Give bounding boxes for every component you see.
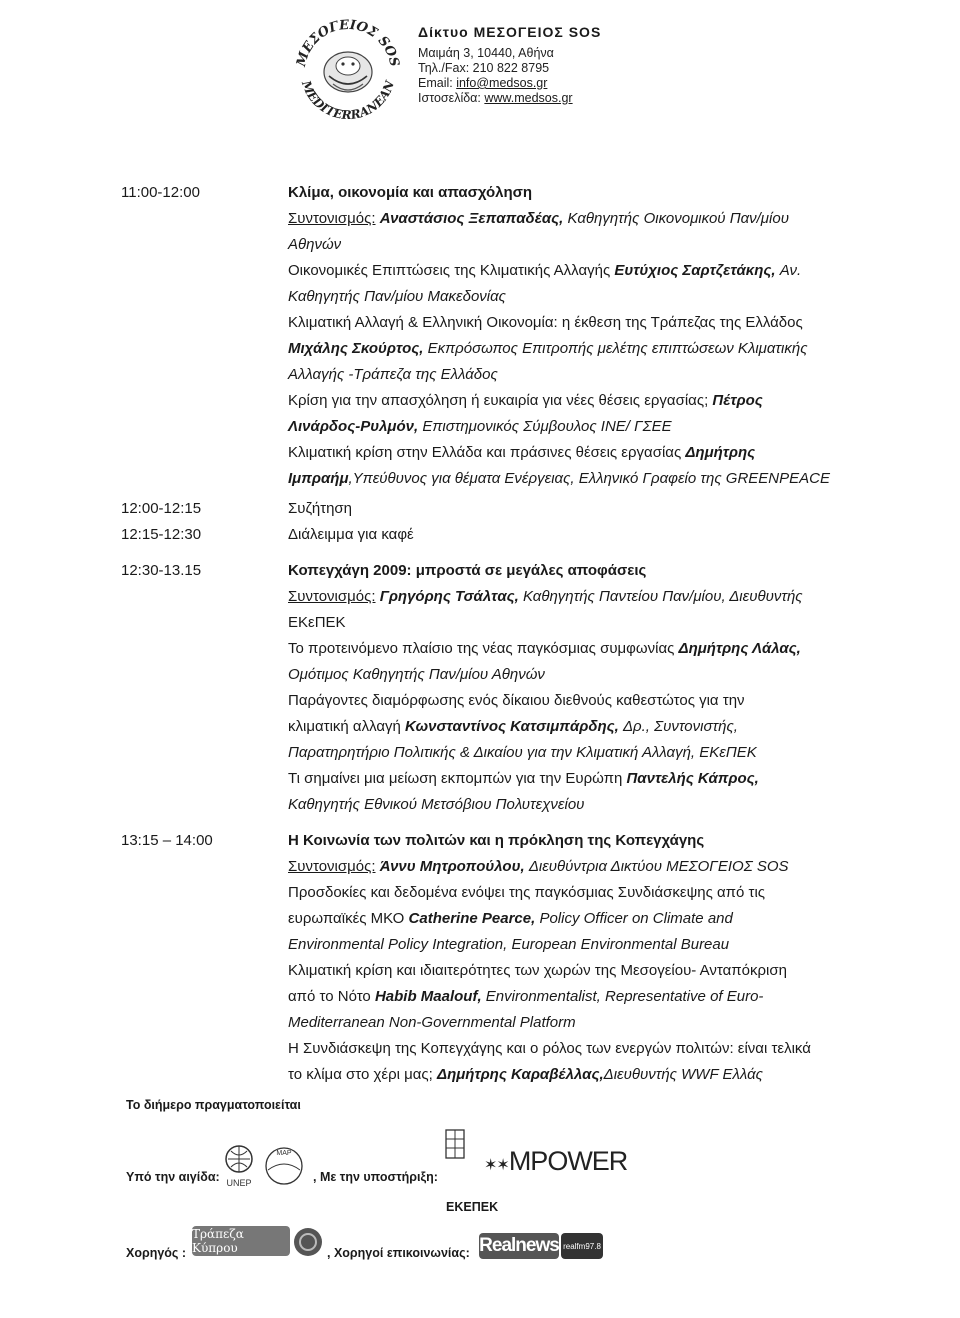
talk-title: κλιματική αλλαγή (288, 718, 401, 735)
email-link[interactable]: info@medsos.gr (456, 76, 548, 90)
organized-label: Το διήμερο πραγματοποιείται (126, 1098, 301, 1112)
website-link[interactable]: www.medsos.gr (484, 91, 573, 105)
coord-role-cont: ΕΚεΠΕΚ (288, 614, 346, 631)
session-1-time: 11:00-12:00 (121, 184, 200, 201)
session-3-time: 12:15-12:30 (121, 526, 202, 543)
speaker-role-cont: Καθηγητής Παν/μίου Μακεδονίας (288, 288, 506, 305)
address: Μαιμάη 3, 10440, Αθήνα (418, 46, 554, 60)
mpower-text: MPOWER (508, 1146, 628, 1176)
coord-name: Αναστάσιος Ξεπαπαδέας, (379, 210, 564, 227)
talk-1-4 (288, 444, 755, 461)
ekepek-crest-icon (444, 1128, 466, 1162)
coord-label: Συντονισμός: (288, 858, 376, 875)
session-4-time: 12:30-13.15 (121, 562, 202, 579)
bank-emblem-icon (292, 1226, 324, 1258)
mpower-logo (484, 1146, 627, 1177)
email-line (418, 76, 547, 90)
talk-5-3: Η Συνδιάσκεψη της Κοπεγχάγης και ο ρόλος των ενεργών πολιτών: είναι τελικά (288, 1040, 811, 1057)
talk-4-3 (288, 770, 759, 787)
speaker-role: Policy Officer on Climate and (539, 910, 733, 927)
speaker-role: Αν. (779, 262, 802, 279)
session-2-time: 12:00-12:15 (121, 500, 202, 517)
support-label: , Με την υποστήριξη: (313, 1170, 438, 1184)
media-sponsors-label: , Χορηγοί επικοινωνίας: (327, 1246, 470, 1260)
speaker-name: Δημήτρης Λάλας, (678, 640, 801, 657)
talk-title: Κρίση για την απασχόληση ή ευκαιρία για νέες θέσεις εργασίας; (288, 392, 709, 409)
talk-4-2-speaker (288, 718, 738, 735)
speaker-role: Εκπρόσωπος Επιτροπής μελέτης επιπτώσεων Κλιματικής (427, 340, 808, 357)
speaker-role: ,Υπεύθυνος για θέματα Ενέργειας, Ελληνικό Γραφείο της GREENPEACE (348, 470, 830, 487)
website-line (418, 91, 573, 105)
email-label: Email: (418, 76, 457, 90)
speaker-role-cont: Αλλαγής -Τράπεζα της Ελλάδος (288, 366, 498, 383)
coord-role: Διευθύντρια Δικτύου ΜΕΣΟΓΕΙΟΣ SOS (528, 858, 789, 875)
coord-name: Άννυ Μητροπούλου, (379, 858, 525, 875)
speaker-role: Environmentalist, Representative of Euro- (485, 988, 764, 1005)
talk-title: Το προτεινόμενο πλαίσιο της νέας παγκόσμιας συμφωνίας (288, 640, 675, 657)
speaker-name: Δημήτρης (685, 444, 756, 461)
org-name: Δίκτυο ΜΕΣΟΓΕΙΟΣ SOS (418, 24, 602, 40)
speaker-name: Catherine Pearce, (408, 910, 536, 927)
talk-5-1-speaker (288, 910, 733, 927)
session-4-title: Κοπεγχάγη 2009: μπροστά σε μεγάλες αποφάσεις (288, 562, 647, 579)
speaker-role: Δρ., Συντονιστής, (622, 718, 738, 735)
session-3-title: Διάλειμμα για καφέ (288, 526, 414, 543)
talk-5-2: Κλιματική κρίση και ιδιαιτερότητες των χωρών της Μεσογείου- Ανταπόκριση (288, 962, 787, 979)
talk-1-4-speaker (288, 470, 830, 487)
logo-text-top: ΜΕΣΟΓΕΙΟΣ SOS (294, 17, 402, 69)
speaker-role-cont: Παρατηρητήριο Πολιτικής & Δικαίου για την Κλιματική Αλλαγή, ΕΚεΠΕΚ (288, 744, 757, 761)
realnews-logo: Realnews (479, 1233, 559, 1259)
talk-4-1 (288, 640, 801, 657)
people-icon: ✶✶ (484, 1157, 509, 1174)
speaker-role: Ομότιμος Καθηγητής Παν/μίου Αθηνών (288, 666, 545, 683)
speaker-role: Επιστημονικός Σύμβουλος ΙΝΕ/ ΓΣΕΕ (422, 418, 672, 435)
talk-title: Τι σημαίνει μια μείωση εκπομπών για την Ευρώπη (288, 770, 623, 787)
speaker-name: Παντελής Κάπρος, (626, 770, 759, 787)
sponsor-label: Χορηγός : (126, 1246, 187, 1260)
session-5-time: 13:15 – 14:00 (121, 832, 213, 849)
talk-1-2-speaker (288, 340, 808, 357)
speaker-name: Λινάρδος-Ρυλμόν, (288, 418, 419, 435)
talk-4-2: Παράγοντες διαμόρφωσης ενός δίκαιου διεθνούς καθεστώτος για την (288, 692, 745, 709)
talk-5-1: Προσδοκίες και δεδομένα ενόψει της παγκόσμιας Συνδιάσκεψης από τις (288, 884, 766, 901)
realfm-logo: realfm97.8 (561, 1233, 603, 1259)
speaker-name: Πέτρος (712, 392, 763, 409)
coord-role: Καθηγητής Οικονομικού Παν/μίου (567, 210, 789, 227)
phone-fax: Τηλ./Fax: 210 822 8795 (418, 61, 550, 75)
unep-map-logos (222, 1142, 312, 1188)
speaker-name: Ιμπραήμ (288, 470, 349, 487)
mesogeios-sos-logo (293, 14, 403, 122)
session-5-coordinator (288, 858, 789, 875)
talk-5-2-speaker (288, 988, 763, 1005)
speaker-name: Μιχάλης Σκούρτος, (288, 340, 424, 357)
coord-name: Γρηγόρης Τσάλτας, (379, 588, 519, 605)
talk-title: Οικονομικές Επιπτώσεις της Κλιματικής Αλλαγής (288, 262, 611, 279)
speaker-role-cont: Mediterranean Non-Governmental Platform (288, 1014, 576, 1031)
coord-label: Συντονισμός: (288, 588, 376, 605)
logo-text-bottom: MEDITERRANEAN (298, 78, 397, 122)
auspices-label: Υπό την αιγίδα: (126, 1170, 220, 1184)
speaker-role: Διευθυντής WWF Ελλάς (603, 1066, 763, 1083)
talk-title: ευρωπαϊκές ΜΚΟ (288, 910, 405, 927)
bank-of-cyprus-logo: Τράπεζα Κύπρου (192, 1226, 290, 1256)
talk-1-2: Κλιματική Αλλαγή & Ελληνική Οικονομία: η έκθεση της Τράπεζας της Ελλάδος (288, 314, 803, 331)
talk-1-1 (288, 262, 801, 279)
speaker-name: Κωνσταντίνος Κατσιμπάρδης, (405, 718, 619, 735)
talk-5-3-speaker (288, 1066, 763, 1083)
session-4-coordinator (288, 588, 803, 605)
unep-text: UNEP (226, 1178, 252, 1188)
speaker-name: Δημήτρης Καραβέλλας, (437, 1066, 604, 1083)
session-5-title: Η Κοινωνία των πολιτών και η πρόκληση της Κοπεγχάγης (288, 832, 705, 849)
speaker-role-cont: Environmental Policy Integration, European Environmental Bureau (288, 936, 730, 953)
ekepek-label: ΕΚΕΠΕΚ (446, 1200, 499, 1214)
speaker-name: Ευτύχιος Σαρτζετάκης, (614, 262, 776, 279)
website-label: Ιστοσελίδα: (418, 91, 485, 105)
map-text: MAP (276, 1150, 292, 1157)
speaker-role: Καθηγητής Εθνικού Μετσόβιου Πολυτεχνείου (288, 796, 585, 813)
talk-1-3 (288, 392, 763, 409)
session-1-coordinator (288, 210, 789, 227)
coord-role: Καθηγητής Παντείου Παν/μίου, Διευθυντής (522, 588, 803, 605)
session-1-title: Κλίμα, οικονομία και απασχόληση (288, 184, 533, 201)
coord-label: Συντονισμός: (288, 210, 376, 227)
talk-title: από το Νότο (288, 988, 371, 1005)
talk-title: Κλιματική κρίση στην Ελλάδα και πράσινες θέσεις εργασίας (288, 444, 682, 461)
speaker-name: Habib Maalouf, (374, 988, 482, 1005)
coord-role-cont: Αθηνών (288, 236, 342, 253)
talk-title: το κλίμα στο χέρι μας; (288, 1066, 433, 1083)
session-2-title: Συζήτηση (288, 500, 353, 517)
talk-1-3-speaker (288, 418, 672, 435)
